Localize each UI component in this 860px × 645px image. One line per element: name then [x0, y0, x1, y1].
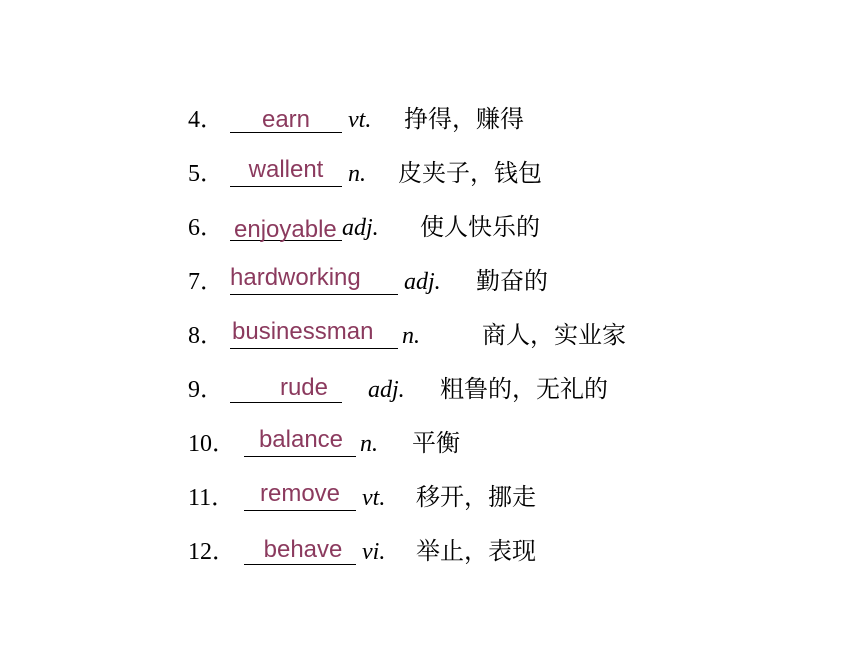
meaning-text: 勤奋的 — [476, 267, 548, 295]
item-number: 8． — [188, 323, 224, 349]
part-of-speech: vt. — [362, 485, 386, 511]
meaning-text: 举止，表现 — [416, 537, 536, 565]
vocab-row-11 — [0, 482, 860, 522]
part-of-speech: vt. — [348, 107, 372, 133]
vocab-row-10 — [0, 428, 860, 468]
part-of-speech: adj. — [404, 269, 441, 295]
part-of-speech: vi. — [362, 539, 386, 565]
item-number: 12． — [188, 539, 236, 565]
answer-blank — [244, 456, 356, 457]
vocab-row-9 — [0, 374, 860, 414]
vocab-row-5 — [0, 158, 860, 198]
item-number: 9． — [188, 377, 224, 403]
answer-text: remove — [259, 480, 341, 507]
part-of-speech: n. — [348, 161, 366, 187]
answer-text: hardworking — [230, 264, 361, 291]
part-of-speech: n. — [360, 431, 378, 457]
part-of-speech: n. — [402, 323, 420, 349]
vocab-row-7 — [0, 266, 860, 306]
meaning-text: 使人快乐的 — [420, 213, 540, 241]
answer-blank — [230, 186, 342, 187]
answer-text: rude — [279, 374, 329, 401]
meaning-text: 粗鲁的，无礼的 — [440, 375, 608, 403]
part-of-speech: adj. — [368, 377, 405, 403]
item-number: 10． — [188, 431, 236, 457]
vocab-row-8 — [0, 320, 860, 360]
vocab-row-12 — [0, 536, 860, 576]
meaning-text: 平衡 — [412, 429, 460, 457]
answer-blank — [230, 348, 398, 349]
answer-blank — [244, 510, 356, 511]
item-number: 11． — [188, 485, 236, 511]
item-number: 7． — [188, 269, 224, 295]
meaning-text: 移开，挪走 — [416, 483, 536, 511]
meaning-text: 挣得，赚得 — [404, 105, 524, 133]
meaning-text: 商人，实业家 — [482, 321, 626, 349]
answer-text: wallent — [248, 156, 324, 183]
answer-text: enjoyable — [234, 216, 337, 243]
item-number: 6． — [188, 215, 224, 241]
answer-blank — [244, 564, 356, 565]
meaning-text: 皮夹子，钱包 — [398, 159, 542, 187]
item-number: 4． — [188, 107, 224, 133]
vocab-row-4 — [0, 104, 860, 144]
part-of-speech: adj. — [342, 215, 379, 241]
answer-text: businessman — [232, 318, 374, 345]
answer-text: behave — [263, 536, 343, 563]
answer-text: balance — [258, 426, 344, 453]
answer-blank — [230, 402, 342, 403]
answer-blank — [230, 294, 398, 295]
answer-text: earn — [261, 106, 311, 133]
item-number: 5． — [188, 161, 224, 187]
vocab-row-6 — [0, 212, 860, 252]
